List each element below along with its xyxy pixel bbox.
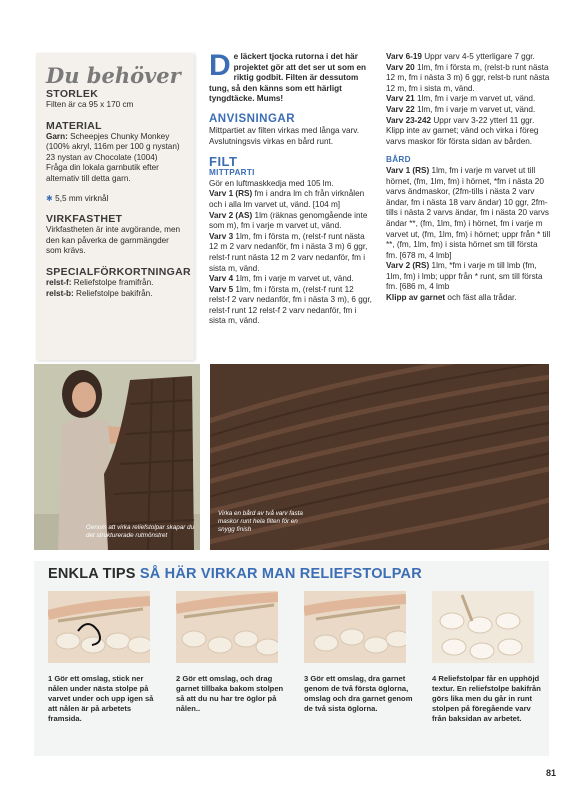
- blanket-model-photo: [34, 364, 200, 550]
- tip-step-text: 1 Gör ett omslag, stick ner nålen under nästa stolpe på varvet under och upp igen så att nålen är på arbetets framsida.: [48, 674, 154, 723]
- tip-step-photo: [432, 591, 534, 663]
- gauge-text: Virkfastheten är inte avgörande, men den kan påverka de garnmängder som krävs.: [46, 225, 181, 256]
- hook-icon: ✱: [46, 193, 53, 203]
- photo-caption: Genom att virka reliefstolpar skapar du det strukturerade rutmönstret: [86, 524, 195, 539]
- materials-sidebar: [36, 53, 194, 360]
- blanket-title: FILT: [209, 154, 238, 170]
- tip-step-text: 2 Gör ett omslag, och drag garnet tillbaka bakom stolpen så att du nu har tre öglor på nålen..: [176, 674, 284, 713]
- row-instruction: Varv 20 1lm, fm i första m, (relst-b runt nästa 12 m, fm i nästa 3 m) 6 ggr, relst-b runt nästa 12 m, fm i sista m, vänd.: [386, 62, 550, 93]
- abbreviations-title: SPECIALFÖRKORTNINGAR: [46, 265, 191, 278]
- finish-instruction: Klipp av garnet och fäst alla trådar.: [386, 293, 517, 303]
- border-title: BÅRD: [386, 155, 411, 165]
- photo-caption: Virka en bård av två varv fasta maskor runt hela filten för en snygg finish: [218, 510, 303, 533]
- gauge-title: VIRKFASTHET: [46, 213, 123, 226]
- pattern-column-middle: [209, 49, 374, 327]
- chain-instruction: Gör en luftmaskkedja med 105 lm.: [209, 178, 334, 188]
- watermark: PassionForum.ru: [470, 786, 544, 796]
- abbreviation-item: relst-b: Reliefstolpe bakifrån.: [46, 288, 153, 298]
- row-instruction: Varv 1 (RS) fm i andra lm ch från virknålen och i alla lm varvet ut, vänd. [104 m]: [209, 189, 365, 209]
- row-instruction: Varv 5 1lm, fm i första m, (relst-f runt 12 relst-f 2 varv nedanför, fm i nästa 3 m), 6 ggr, relst-f runt 12 relst-f 2 varv nedanför, fm i sista m, vänd.: [209, 284, 372, 326]
- blanket-closeup-photo: [210, 364, 549, 550]
- hook-line: ✱ 5,5 mm virknål: [46, 193, 109, 203]
- pattern-column-right: [386, 52, 551, 304]
- tip-step-photo: [304, 591, 406, 663]
- drop-cap: D: [209, 49, 231, 82]
- size-title: STORLEK: [46, 88, 99, 100]
- row-instruction: Varv 21 1lm, fm i varje m varvet ut, vänd.: [386, 94, 536, 104]
- page-number: 81: [546, 768, 557, 778]
- abbreviation-item: relst-f: Reliefstolpe framifrån.: [46, 277, 154, 287]
- model-illustration: [34, 364, 200, 550]
- instructions-text: Mittpartiet av filten virkas med långa varv. Avslutningsvis virkas en bård runt.: [209, 125, 360, 146]
- sidebar-heading: Du behöver: [46, 63, 181, 88]
- row-instruction: Varv 4 1lm, fm i varje m varvet ut, vänd.: [209, 274, 354, 284]
- tip-step-photo: [176, 591, 278, 663]
- tip-step-text: 4 Reliefstolpar får en upphöjd textur. En reliefstolpe bakifrån görs lika men du går in runt stolpen på föregående varv från baksidan av arbetet.: [432, 674, 541, 723]
- material-title: MATERIAL: [46, 119, 102, 132]
- intro-paragraph: De läckert tjocka rutorna i det här projektet gör att det ser ut som en riktig godbit. Filten är dessutom tung, så den känns som ett härligt tyngdtäcke. Mums!: [209, 49, 367, 104]
- row-instruction: Varv 1 (RS) 1lm, fm i varje m varvet ut till hörnet, (fm, 1lm, fm) i hörnet, *fm i nästa 20 varvs ändmaskor, (2fm-tills i nästa 2 varv ändar, fm i nästa 18 varv ändar) 10 ggr, 2fm-tills i nästa 2 varvs ändar, fm i nästa 20 varvs ändar **, (fm, 1lm, fm) i hörnet, fm i varje m varvet ut, (fm, 1lm, fm) i hörnet; uppr från * till **, (fm, 1lm, fm) i sista hörnet sm till första fm. [678 m, 4 lmb]: [386, 165, 551, 260]
- yarn-note: Fråga din lokala garnbutik efter alternativ till detta garn.: [46, 163, 159, 183]
- tip-step-text: 3 Gör ett omslag, dra garnet genom de två första öglorna, omslag och dra garnet genom de två sista öglorna.: [304, 674, 413, 713]
- tip-step-photo: [48, 591, 150, 663]
- row-instruction: Varv 3 1lm, fm i första m, (relst-f runt nästa 12 m 2 varv nedanför, fm i nästa 3 m) 6 ggr, relst-f runt nästa 12 m 2 varv nedanför, fm i sista m, vänd.: [209, 231, 368, 273]
- size-text: Filten är ca 95 x 170 cm: [46, 100, 134, 109]
- row-instruction: Varv 22 1lm, fm i varje m varvet ut, vänd.: [386, 104, 536, 114]
- tips-title: ENKLA TIPS SÅ HÄR VIRKAR MAN RELIEFSTOLPAR: [48, 566, 422, 582]
- yarn-text: Garn: Scheepjes Chunky Monkey (100% akryl, 116m per 100 g nystan): [46, 131, 180, 152]
- instructions-title: ANVISNINGAR: [209, 112, 296, 125]
- row-instruction: Varv 6-19 Uppr varv 4-5 ytterligare 7 ggr.: [386, 52, 535, 61]
- row-instruction: Varv 23-242 Uppr varv 3-22 ytterl 11 ggr. Klipp inte av garnet; vänd och virka i föreg varvs maskor för första sidan av bården.: [386, 115, 539, 146]
- yarn-amount: 23 nystan av Chocolate (1004): [46, 152, 158, 162]
- center-part-title: MITTPARTI: [209, 168, 255, 178]
- row-instruction: Varv 2 (RS) 1lm, *fm i varje m till lmb (fm, 1lm, fm) i lmb; uppr från * runt, sm till första fm. [686 m, 4 lmb: [386, 261, 543, 292]
- row-instruction: Varv 2 (AS) 1lm (räknas genomgående inte som m), fm i varje m varvet ut, vänd.: [209, 210, 368, 231]
